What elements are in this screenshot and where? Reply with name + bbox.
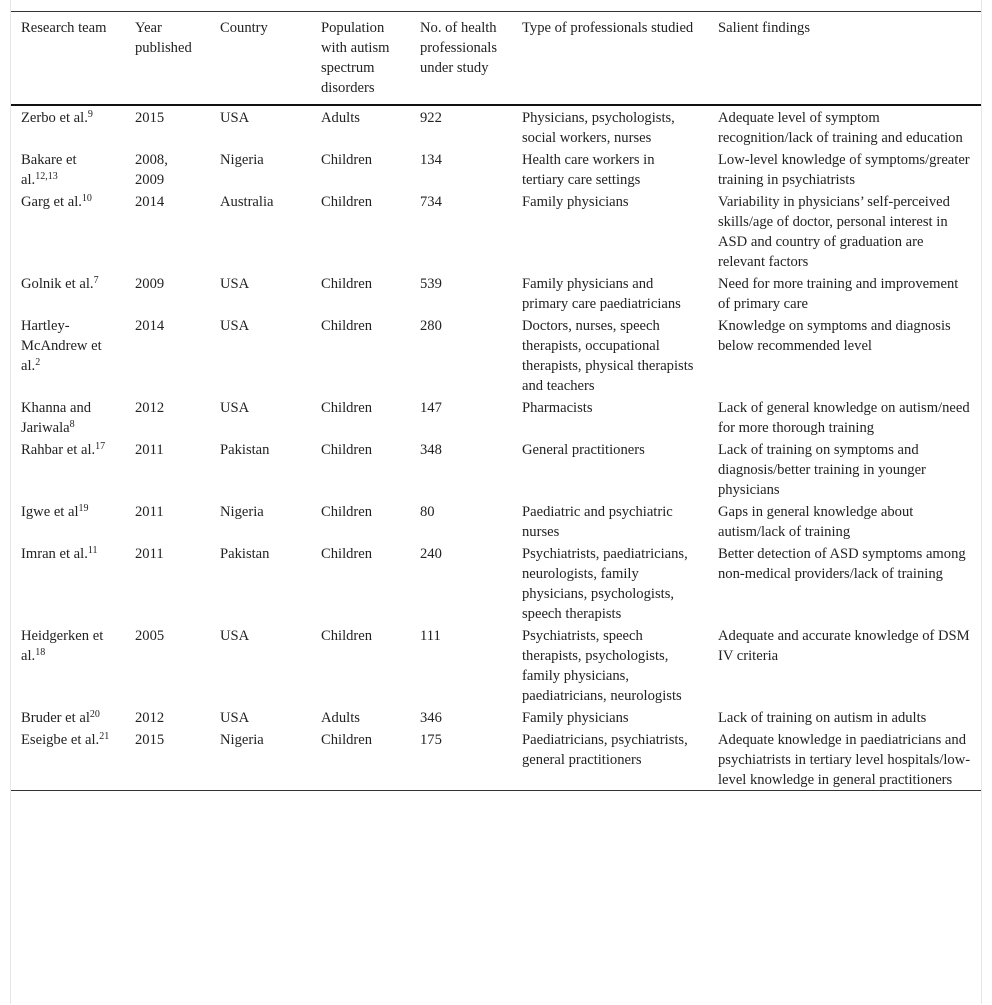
cell-salient-findings: Lack of general knowledge on autism/need for more thorough training xyxy=(718,400,970,436)
cell-country: USA xyxy=(220,400,250,416)
cell-salient-findings: Adequate knowledge in paediatricians and psychiatrists in tertiary level hospitals/low-level knowledge in general practitioners xyxy=(718,732,971,788)
cell-population: Children xyxy=(321,504,373,520)
research-team-name: Golnik et al. xyxy=(21,276,94,292)
cell-country: Pakistan xyxy=(220,546,270,562)
cell-number-of-professionals: 346 xyxy=(420,710,442,726)
header-population: Population with autism spectrum disorders xyxy=(321,20,390,96)
cell-number-of-professionals: 734 xyxy=(420,194,442,210)
table-row xyxy=(11,190,981,272)
reference-number: 12,13 xyxy=(35,171,58,182)
cell-type-of-professionals: Paediatric and psychiatric nurses xyxy=(522,504,673,540)
cell-population: Children xyxy=(321,276,373,292)
header-salient-findings: Salient findings xyxy=(718,20,811,36)
cell-type-of-professionals: Psychiatrists, speech therapists, psychologists, family physicians, paediatricians, neurologists xyxy=(522,628,682,704)
reference-number: 20 xyxy=(89,709,100,720)
cell-year-published: 2008, 2009 xyxy=(135,152,168,188)
cell-research-team xyxy=(11,624,125,706)
research-team-name: Eseigbe et al. xyxy=(21,732,100,748)
header-type-of-professionals: Type of professionals studied xyxy=(522,20,694,36)
research-team-name: Imran et al. xyxy=(21,546,88,562)
reference-number: 17 xyxy=(95,441,106,452)
cell-number-of-professionals: 175 xyxy=(420,732,442,748)
cell-research-team xyxy=(11,314,125,396)
research-team-name: Heidgerken et al. xyxy=(21,628,104,664)
research-team-name: Zerbo et al. xyxy=(21,110,88,126)
research-team-name: Igwe et al xyxy=(21,504,79,520)
cell-research-team xyxy=(11,706,125,728)
cell-number-of-professionals: 922 xyxy=(420,110,442,126)
cell-year-published: 2012 xyxy=(135,400,165,416)
cell-research-team xyxy=(11,438,125,500)
studies-table xyxy=(11,11,981,791)
reference-number: 10 xyxy=(81,193,92,204)
header-number-of-professionals: No. of health professionals under study xyxy=(420,20,498,76)
cell-year-published: 2015 xyxy=(135,110,165,126)
cell-research-team xyxy=(11,500,125,542)
cell-type-of-professionals: Health care workers in tertiary care settings xyxy=(522,152,655,188)
cell-country: Pakistan xyxy=(220,442,270,458)
cell-year-published: 2011 xyxy=(135,504,164,520)
cell-type-of-professionals: Pharmacists xyxy=(522,400,593,416)
cell-type-of-professionals: General practitioners xyxy=(522,442,645,458)
header-year-published: Year published xyxy=(135,20,192,56)
table-row xyxy=(11,438,981,500)
cell-salient-findings: Better detection of ASD symptoms among non-medical providers/lack of training xyxy=(718,546,966,582)
cell-research-team xyxy=(11,728,125,791)
cell-salient-findings: Knowledge on symptoms and diagnosis below recommended level xyxy=(718,318,951,354)
cell-type-of-professionals: Family physicians xyxy=(522,710,629,726)
cell-population: Children xyxy=(321,152,373,168)
table-row xyxy=(11,314,981,396)
cell-salient-findings: Adequate and accurate knowledge of DSM IV criteria xyxy=(718,628,970,664)
table-row xyxy=(11,500,981,542)
table-row xyxy=(11,272,981,314)
header-country: Country xyxy=(220,20,268,36)
table-row xyxy=(11,105,981,148)
cell-year-published: 2011 xyxy=(135,442,164,458)
cell-salient-findings: Need for more training and improvement of primary care xyxy=(718,276,959,312)
cell-research-team xyxy=(11,105,125,148)
table-header xyxy=(11,12,981,106)
cell-salient-findings: Variability in physicians’ self-perceived skills/age of doctor, personal interest in ASD and country of graduation are relevant factors xyxy=(718,194,950,270)
research-team-name: Bakare et al. xyxy=(21,152,77,188)
research-team-name: Rahbar et al. xyxy=(21,442,96,458)
cell-number-of-professionals: 240 xyxy=(420,546,442,562)
cell-population: Adults xyxy=(321,710,360,726)
research-team-name: Hartley-McAndrew et al. xyxy=(21,318,102,374)
header-research-team: Research team xyxy=(21,20,107,36)
cell-salient-findings: Adequate level of symptom recognition/lack of training and education xyxy=(718,110,963,146)
reference-number: 7 xyxy=(93,275,99,286)
cell-type-of-professionals: Paediatricians, psychiatrists, general practitioners xyxy=(522,732,688,768)
cell-number-of-professionals: 134 xyxy=(420,152,442,168)
cell-number-of-professionals: 280 xyxy=(420,318,442,334)
cell-number-of-professionals: 147 xyxy=(420,400,442,416)
cell-year-published: 2014 xyxy=(135,318,165,334)
reference-number: 21 xyxy=(99,731,110,742)
cell-country: USA xyxy=(220,318,250,334)
cell-year-published: 2009 xyxy=(135,276,165,292)
cell-salient-findings: Lack of training on symptoms and diagnosis/better training in younger physicians xyxy=(718,442,926,498)
cell-research-team xyxy=(11,396,125,438)
cell-research-team xyxy=(11,542,125,624)
cell-research-team xyxy=(11,148,125,190)
cell-type-of-professionals: Physicians, psychologists, social workers, nurses xyxy=(522,110,675,146)
cell-research-team xyxy=(11,190,125,272)
cell-country: USA xyxy=(220,710,250,726)
reference-number: 9 xyxy=(87,109,93,120)
cell-year-published: 2014 xyxy=(135,194,165,210)
cell-population: Children xyxy=(321,194,373,210)
cell-population: Children xyxy=(321,318,373,334)
table-row xyxy=(11,396,981,438)
cell-country: USA xyxy=(220,110,250,126)
cell-population: Children xyxy=(321,732,373,748)
reference-number: 19 xyxy=(78,503,89,514)
cell-country: USA xyxy=(220,276,250,292)
cell-population: Children xyxy=(321,400,373,416)
cell-year-published: 2012 xyxy=(135,710,165,726)
cell-year-published: 2015 xyxy=(135,732,165,748)
cell-country: Nigeria xyxy=(220,732,264,748)
reference-number: 18 xyxy=(35,647,46,658)
reference-number: 2 xyxy=(35,357,41,368)
cell-country: Australia xyxy=(220,194,274,210)
cell-type-of-professionals: Family physicians xyxy=(522,194,629,210)
table-body xyxy=(11,105,981,791)
table-row xyxy=(11,728,981,791)
cell-population: Children xyxy=(321,442,373,458)
research-team-name: Khanna and Jariwala xyxy=(21,400,92,436)
research-team-name: Bruder et al xyxy=(21,710,90,726)
cell-type-of-professionals: Doctors, nurses, speech therapists, occupational therapists, physical therapists and teachers xyxy=(522,318,694,394)
cell-type-of-professionals: Family physicians and primary care paediatricians xyxy=(522,276,681,312)
table-row xyxy=(11,706,981,728)
cell-research-team xyxy=(11,272,125,314)
cell-population: Children xyxy=(321,628,373,644)
research-team-name: Garg et al. xyxy=(21,194,82,210)
cell-salient-findings: Gaps in general knowledge about autism/lack of training xyxy=(718,504,914,540)
reference-number: 11 xyxy=(87,545,98,556)
cell-population: Adults xyxy=(321,110,360,126)
cell-number-of-professionals: 348 xyxy=(420,442,442,458)
cell-number-of-professionals: 539 xyxy=(420,276,442,292)
cell-salient-findings: Lack of training on autism in adults xyxy=(718,710,927,726)
cell-country: USA xyxy=(220,628,250,644)
cell-country: Nigeria xyxy=(220,152,264,168)
header-row xyxy=(11,12,981,106)
cell-year-published: 2005 xyxy=(135,628,165,644)
cell-year-published: 2011 xyxy=(135,546,164,562)
cell-country: Nigeria xyxy=(220,504,264,520)
table-row xyxy=(11,148,981,190)
cell-population: Children xyxy=(321,546,373,562)
reference-number: 8 xyxy=(69,419,75,430)
cell-type-of-professionals: Psychiatrists, paediatricians, neurologists, family physicians, psychologists, speech therapists xyxy=(522,546,688,622)
cell-salient-findings: Low-level knowledge of symptoms/greater training in psychiatrists xyxy=(718,152,970,188)
table-row xyxy=(11,624,981,706)
table-row xyxy=(11,542,981,624)
cell-number-of-professionals: 111 xyxy=(420,628,441,644)
cell-number-of-professionals: 80 xyxy=(420,504,435,520)
